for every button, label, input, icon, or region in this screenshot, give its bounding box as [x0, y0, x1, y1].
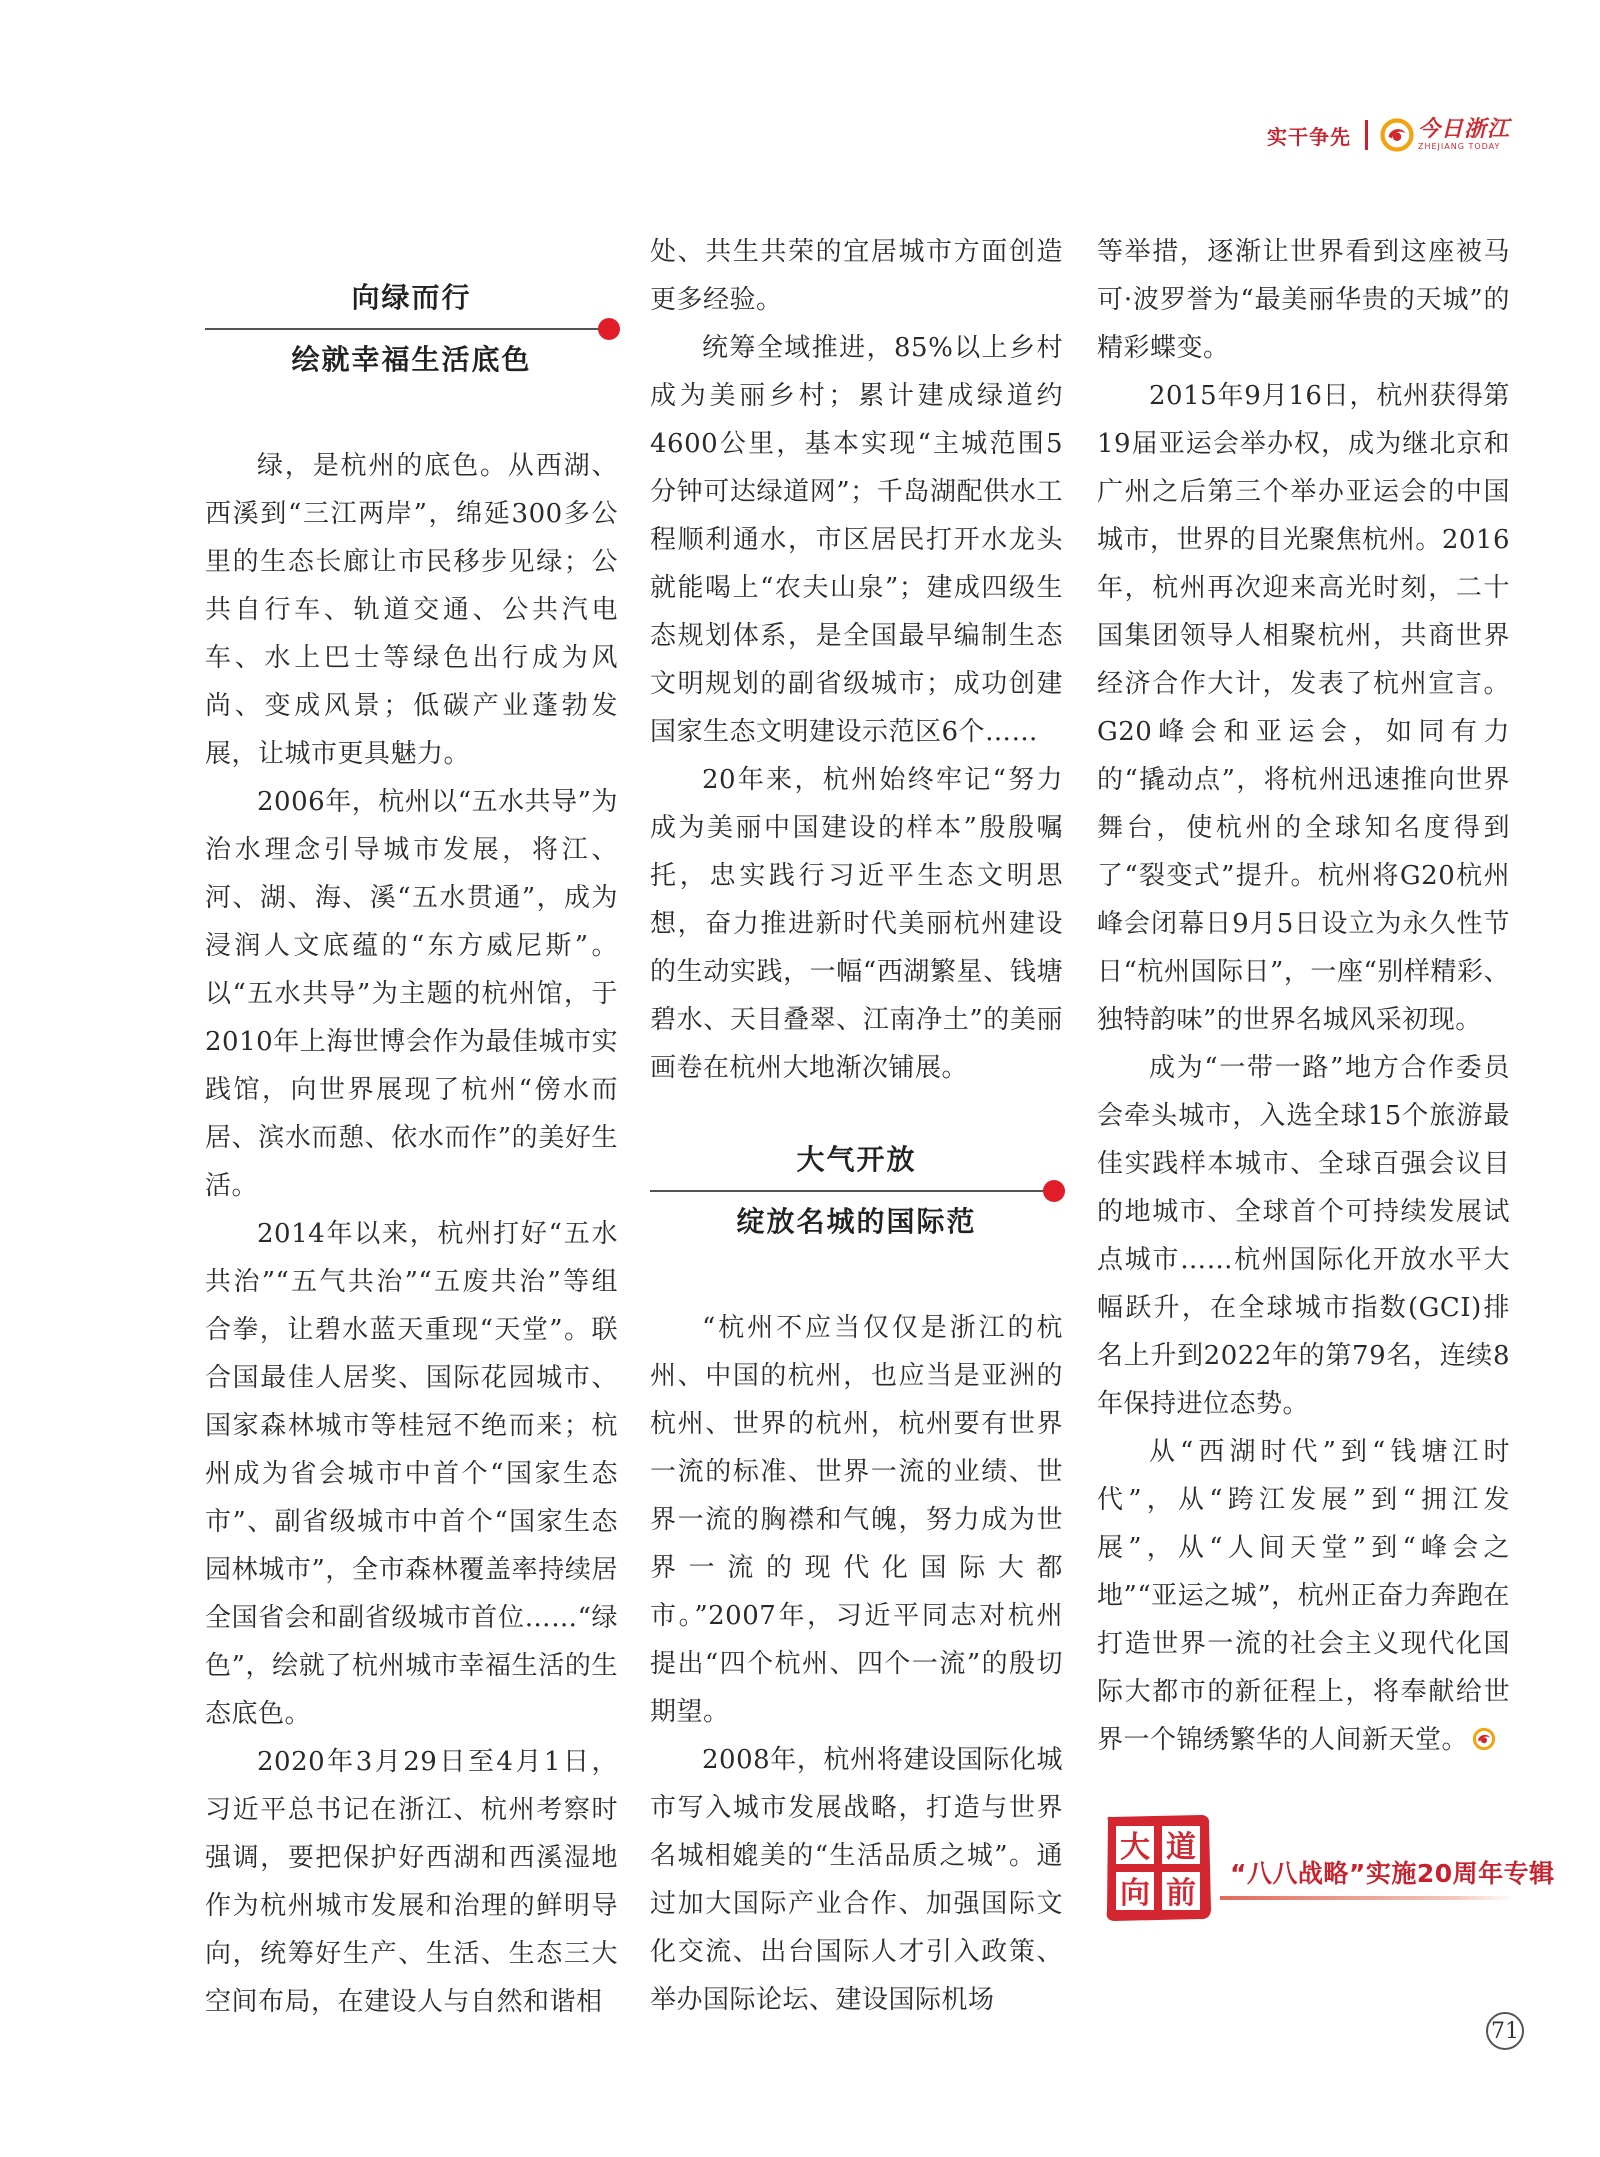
paragraph: 2020年3月29日至4月1日，习近平总书记在浙江、杭州考察时强调，要把保护好西湖和西溪湿地作为杭州城市发展和治理的鲜明导向，统筹好生产、生活、生态三大空间布局，在建设人与自然和谐相 [205, 1747, 618, 2017]
paragraph: 成为“一带一路”地方合作委员会牵头城市，入选全球15个旅游最佳实践样本城市、全球百强会议目的地城市、全球首个可持续发展试点城市……杭州国际化开放水平大幅跃升，在全球城市指数(GCI)排名上升到2022年的第79名，连续8年保持进位态势。 [1097, 1053, 1510, 1419]
end-mark-icon [1472, 1727, 1496, 1751]
logo-text: 今日浙江 [1417, 117, 1510, 142]
seal-char: 向 [1120, 1876, 1150, 1911]
paragraph: 20年来，杭州始终牢记“努力成为美丽中国建设的样本”殷殷嘱托，忠实践行习近平生态文明思想，奋力推进新时代美丽杭州建设的生动实践，一幅“西湖繁星、钱塘碧水、天目叠翠、江南净土”的美丽画卷在杭州大地渐次铺展。 [650, 765, 1063, 1083]
seal-stamp-icon [1102, 1812, 1214, 1924]
heading-subtitle: 绘就幸福生活底色 [291, 343, 532, 376]
red-dot-icon [598, 318, 620, 340]
section-heading-open [650, 1140, 1063, 1242]
magazine-logo [1380, 118, 1510, 152]
heading-title: 大气开放 [796, 1143, 917, 1176]
series-badge [1102, 1812, 1555, 1932]
red-dot-icon [1043, 1180, 1065, 1202]
page-number: 71 [1486, 2012, 1524, 2050]
heading-rule [205, 328, 602, 330]
column-3 [1097, 228, 1510, 1764]
paragraph-continued: 处、共生共荣的宜居城市方面创造更多经验。 [650, 237, 1063, 315]
column-2 [650, 228, 1063, 2024]
series-underline [1220, 1896, 1515, 1900]
paragraph: 绿，是杭州的底色。从西湖、西溪到“三江两岸”，绵延300多公里的生态长廊让市民移步见绿；公共自行车、轨道交通、公共汽电车、水上巴士等绿色出行成为风尚、变成风景；低碳产业蓬勃发展，让城市更具魅力。 [205, 451, 618, 769]
heading-subtitle: 绽放名城的国际范 [736, 1205, 977, 1238]
heading-rule [650, 1190, 1047, 1192]
section-heading-green [205, 278, 618, 380]
paragraph-text: 从“西湖时代”到“钱塘江时代”，从“跨江发展”到“拥江发展”，从“人间天堂”到“峰会之地”“亚运之城”，杭州正奋力奔跑在打造世界一流的社会主义现代化国际大都市的新征程上，将奉献给世界一个锦绣繁华的人间新天堂。 [1097, 1437, 1510, 1755]
seal-char: 大 [1120, 1830, 1150, 1865]
seal-char: 前 [1166, 1876, 1196, 1911]
page-header [1267, 118, 1510, 152]
paragraph: “杭州不应当仅仅是浙江的杭州、中国的杭州，也应当是亚洲的杭州、世界的杭州，杭州要有世界一流的标准、世界一流的业绩、世界一流的胸襟和气魄，努力成为世界一流的现代化国际大都市。”2007年，习近平同志对杭州提出“四个杭州、四个一流”的殷切期望。 [650, 1313, 1063, 1727]
paragraph: 2006年，杭州以“五水共导”为治水理念引导城市发展，将江、河、湖、海、溪“五水贯通”，成为浸润人文底蕴的“东方威尼斯”。以“五水共导”为主题的杭州馆，于2010年上海世博会作为最佳城市实践馆，向世界展现了杭州“傍水而居、滨水而憩、依水而作”的美好生活。 [205, 787, 618, 1201]
column-1 [205, 228, 618, 2026]
header-divider [1365, 120, 1368, 150]
series-title: “八八战略”实施20周年专辑 [1230, 1859, 1555, 1888]
logo-subtext: ZHEJIANG TODAY [1417, 142, 1501, 151]
seal-char: 道 [1166, 1830, 1196, 1865]
section-label: 实干争先 [1266, 124, 1351, 149]
paragraph: 2015年9月16日，杭州获得第19届亚运会举办权，成为继北京和广州之后第三个举办亚运会的中国城市，世界的目光聚焦杭州。2016年，杭州再次迎来高光时刻，二十国集团领导人相聚杭州，共商世界经济合作大计，发表了杭州宣言。G20峰会和亚运会，如同有力的“撬动点”，将杭州迅速推向世界舞台，使杭州的全球知名度得到了“裂变式”提升。杭州将G20杭州峰会闭幕日9月5日设立为永久性节日“杭州国际日”，一座“别样精彩、独特韵味”的世界名城风采初现。 [1097, 381, 1510, 1035]
heading-title: 向绿而行 [351, 281, 472, 314]
paragraph-final [1097, 1428, 1510, 1764]
paragraph: 2008年，杭州将建设国际化城市写入城市发展战略，打造与世界名城相媲美的“生活品质之城”。通过加大国际产业合作、加强国际文化交流、出台国际人才引入政策、举办国际论坛、建设国际机场 [650, 1745, 1063, 2015]
paragraph-continued: 等举措，逐渐让世界看到这座被马可·波罗誉为“最美丽华贵的天城”的精彩蝶变。 [1097, 237, 1510, 363]
paragraph: 2014年以来，杭州打好“五水共治”“五气共治”“五废共治”等组合拳，让碧水蓝天重现“天堂”。联合国最佳人居奖、国际花园城市、国家森林城市等桂冠不绝而来；杭州成为省会城市中首个“国家生态市”、副省级城市中首个“国家生态园林城市”，全市森林覆盖率持续居全国省会和副省级城市首位……“绿色”，绘就了杭州城市幸福生活的生态底色。 [205, 1219, 618, 1729]
swirl-logo-icon [1380, 118, 1414, 152]
paragraph: 统筹全域推进，85%以上乡村成为美丽乡村；累计建成绿道约4600公里，基本实现“主城范围5分钟可达绿道网”；千岛湖配供水工程顺利通水，市区居民打开水龙头就能喝上“农夫山泉”；建成四级生态规划体系，是全国最早编制生态文明规划的副省级城市；成功创建国家生态文明建设示范区6个…… [650, 333, 1063, 747]
